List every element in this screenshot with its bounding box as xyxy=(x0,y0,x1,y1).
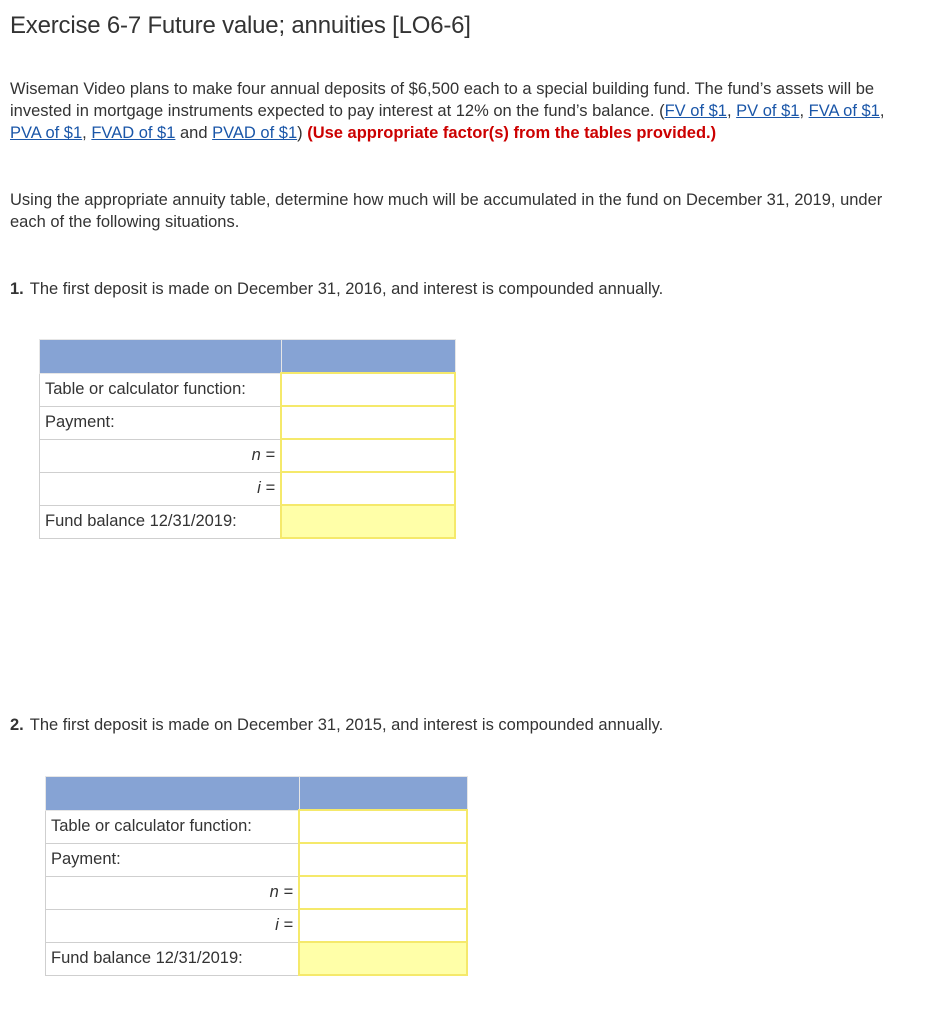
link-pva-of-1[interactable]: PVA of $1 xyxy=(10,124,83,142)
intro-paragraph: Wiseman Video plans to make four annual deposits of $6,500 each to a special building fund. The fund’s assets will be invested in mortgage instruments expected to pay interest at 12% on the fund’s balance. (FV of $1, PV of $1, FVA of $1, PVA of $1, FVAD of $1 and PVAD of $1) (Use appropriate factor(s) from the tables provided.) xyxy=(10,80,885,142)
function-input[interactable] xyxy=(281,373,455,406)
table-row xyxy=(40,373,456,406)
function-label: Table or calculator function: xyxy=(40,373,282,406)
question-2 xyxy=(10,716,663,735)
fund-balance-label: Fund balance 12/31/2019: xyxy=(40,505,282,538)
i-input[interactable] xyxy=(281,472,455,505)
fund-balance-input[interactable] xyxy=(299,942,467,975)
link-fva-of-1[interactable]: FVA of $1 xyxy=(808,102,880,120)
function-input[interactable] xyxy=(299,810,467,843)
table-row xyxy=(46,843,468,876)
table-row xyxy=(40,439,456,472)
table-row xyxy=(46,942,468,975)
question-text: The first deposit is made on December 31, 2016, and interest is compounded annually. xyxy=(29,280,664,298)
answer-table-1 xyxy=(39,339,456,539)
n-label: n = xyxy=(40,439,282,472)
prompt-paragraph: Using the appropriate annuity table, determine how much will be accumulated in the fund on December 31, 2019, under each of the following situations. xyxy=(10,191,883,231)
question-number: 2. xyxy=(10,716,24,734)
i-label: i = xyxy=(46,909,300,942)
instruction-note: (Use appropriate factor(s) from the tables provided.) xyxy=(302,124,717,142)
header-cell-label xyxy=(46,777,300,811)
header-cell-value xyxy=(299,777,467,811)
header-cell-label xyxy=(40,340,282,374)
question-1 xyxy=(10,280,663,299)
payment-label: Payment: xyxy=(40,406,282,439)
i-label: i = xyxy=(40,472,282,505)
table-header-row xyxy=(40,340,456,374)
header-cell-value xyxy=(281,340,455,374)
table-row xyxy=(40,406,456,439)
fund-balance-input[interactable] xyxy=(281,505,455,538)
payment-label: Payment: xyxy=(46,843,300,876)
n-input[interactable] xyxy=(299,876,467,909)
link-fv-of-1[interactable]: FV of $1 xyxy=(664,102,727,120)
table-header-row xyxy=(46,777,468,811)
page-title: Exercise 6-7 Future value; annuities [LO6-6] xyxy=(10,12,471,39)
question-number: 1. xyxy=(10,280,24,298)
table-row xyxy=(40,472,456,505)
payment-input[interactable] xyxy=(281,406,455,439)
link-fvad-of-1[interactable]: FVAD of $1 xyxy=(91,124,176,142)
table-row xyxy=(46,876,468,909)
table-row xyxy=(46,810,468,843)
table-row xyxy=(40,505,456,538)
n-label: n = xyxy=(46,876,300,909)
function-label: Table or calculator function: xyxy=(46,810,300,843)
question-text: The first deposit is made on December 31, 2015, and interest is compounded annually. xyxy=(29,716,664,734)
link-pv-of-1[interactable]: PV of $1 xyxy=(736,102,800,120)
link-pvad-of-1[interactable]: PVAD of $1 xyxy=(212,124,298,142)
intro-text: Wiseman Video plans to make four annual deposits of $6,500 each to a special building fund. The fund’s assets will be invested in mortgage instruments expected to pay interest at 12% on the fund’s balance. ( xyxy=(10,80,875,120)
table-row xyxy=(46,909,468,942)
n-input[interactable] xyxy=(281,439,455,472)
payment-input[interactable] xyxy=(299,843,467,876)
answer-table-2 xyxy=(45,776,468,976)
fund-balance-label: Fund balance 12/31/2019: xyxy=(46,942,300,975)
i-input[interactable] xyxy=(299,909,467,942)
